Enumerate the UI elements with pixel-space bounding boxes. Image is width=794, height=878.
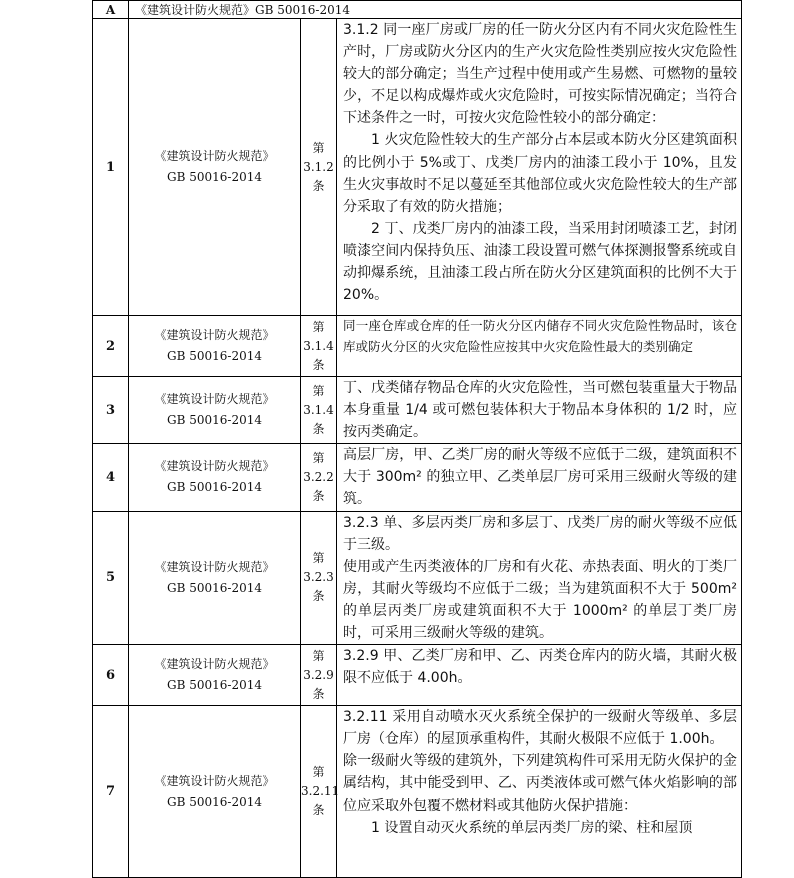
clause-paragraph: 3.2.11 采用自动喷水灭火系统全保护的一级耐火等级单、多层厂房（仓库）的屋顶承重构件，其耐火极限不应低于 1.00h。	[343, 709, 737, 748]
article-suffix: 条	[312, 686, 325, 701]
standard-cell	[129, 706, 301, 878]
table-row	[93, 377, 742, 444]
article-prefix: 第	[312, 450, 325, 465]
table-header-row	[93, 1, 742, 19]
row-index: 6	[93, 645, 129, 706]
article-cell	[301, 444, 337, 511]
clause-paragraph: 丁、戊类储存物品仓库的火灾危险性，当可燃包装重量大于物品本身重量 1/4 或可燃包装体积大于物品本身体积的 1/2 时，应按丙类确定。	[343, 380, 737, 441]
article-prefix: 第	[312, 765, 325, 780]
table-row	[93, 645, 742, 706]
article-number: 3.2.9	[303, 667, 334, 682]
article-suffix: 条	[312, 589, 325, 604]
article-cell	[301, 706, 340, 878]
article-number: 3.1.4	[303, 402, 334, 417]
standard-cell	[129, 645, 301, 706]
clause-text	[337, 645, 742, 706]
article-number: 3.1.4	[303, 338, 334, 353]
article-cell	[301, 511, 337, 645]
table-row	[93, 511, 742, 645]
standard-name: 《建筑设计防火规范》	[154, 559, 275, 574]
clause-text	[337, 377, 742, 444]
article-prefix: 第	[312, 648, 325, 663]
article-number: 3.1.2	[303, 159, 334, 174]
row-index: 2	[93, 316, 129, 377]
article-suffix: 条	[312, 488, 325, 503]
clause-paragraph: 1 设置自动灭火系统的单层丙类厂房的梁、柱和屋顶	[371, 819, 693, 836]
clause-paragraph: 3.2.9 甲、乙类厂房和甲、乙、丙类仓库内的防火墙，其耐火极限不应低于 4.00h。	[343, 648, 737, 687]
clause-paragraph: 2 丁、戊类厂房内的油漆工段，当采用封闭喷漆工艺，封闭喷漆空间内保持负压、油漆工段设置可燃气体探测报警系统或自动抑爆系统，且油漆工段占所在防火分区建筑面积的比例不大于 20%。	[343, 220, 737, 304]
row-index: 4	[93, 444, 129, 511]
standard-code: GB 50016-2014	[167, 580, 262, 595]
clause-text	[337, 511, 742, 645]
article-suffix: 条	[312, 421, 325, 436]
standard-name: 《建筑设计防火规范》	[154, 773, 275, 788]
clause-text	[337, 706, 742, 878]
article-suffix: 条	[312, 357, 325, 372]
clause-paragraph: 高层厂房，甲、乙类厂房的耐火等级不应低于二级，建筑面积不大于 300m² 的独立甲、乙类单层厂房可采用三级耐火等级的建筑。	[343, 447, 737, 508]
clause-paragraph: 3.2.3 单、多层丙类厂房和多层丁、戊类厂房的耐火等级不应低于三级。	[343, 514, 737, 553]
standard-code: GB 50016-2014	[167, 480, 262, 495]
article-number: 3.2.3	[303, 570, 334, 585]
row-index: 3	[93, 377, 129, 444]
standard-name: 《建筑设计防火规范》	[154, 459, 275, 474]
article-prefix: 第	[312, 319, 325, 334]
article-cell	[301, 645, 337, 706]
standard-cell	[129, 316, 301, 377]
article-number: 3.2.11	[301, 784, 340, 799]
standard-code: GB 50016-2014	[167, 349, 262, 363]
row-index: 5	[93, 511, 129, 645]
standard-name: 《建筑设计防火规范》	[154, 328, 275, 342]
regulation-table	[92, 0, 742, 878]
article-prefix: 第	[312, 140, 325, 155]
standard-cell	[129, 511, 301, 645]
clause-text	[337, 19, 742, 316]
row-index: 1	[93, 19, 129, 316]
clause-paragraph: 除一级耐火等级的建筑外，下列建筑构件可采用无防火保护的金属结构，其中能受到甲、乙、丙类液体或可燃气体火焰影响的部位应采取外包覆不燃材料或其他防火保护措施：	[343, 753, 737, 814]
table-row	[93, 444, 742, 511]
standard-cell	[129, 19, 301, 316]
standard-cell	[129, 444, 301, 511]
standard-code: GB 50016-2014	[167, 678, 262, 693]
table-row	[93, 706, 742, 878]
clause-paragraph: 使用或产生丙类液体的厂房和有火花、赤热表面、明火的丁类厂房，其耐火等级均不应低于二级；当为建筑面积不大于 500m² 的单层丙类厂房或建筑面积不大于 1000m² 的单层丁类厂房时，可采用三级耐火等级的建筑。	[343, 558, 737, 642]
standard-code: GB 50016-2014	[167, 413, 262, 428]
clause-paragraph: 同一座仓库或仓库的任一防火分区内储存不同火灾危险性物品时，该仓库或防火分区的火灾危险性应按其中火灾危险性最大的类别确定	[343, 318, 737, 354]
article-prefix: 第	[312, 551, 325, 566]
article-suffix: 条	[312, 178, 325, 193]
row-index: 7	[93, 706, 129, 878]
standard-code: GB 50016-2014	[167, 170, 262, 184]
article-prefix: 第	[312, 383, 325, 398]
article-number: 3.2.2	[303, 469, 334, 484]
clause-text	[337, 444, 742, 511]
article-cell	[301, 19, 337, 316]
article-cell	[301, 377, 337, 444]
standard-name: 《建筑设计防火规范》	[154, 392, 275, 407]
standard-code: GB 50016-2014	[167, 794, 262, 809]
clause-paragraph: 3.1.2 同一座厂房或厂房的任一防火分区内有不同火灾危险性生产时，厂房或防火分区内的生产火灾危险性类别应按火灾危险性较大的部分确定；当生产过程中使用或产生易燃、可燃物的量较少，不足以构成爆炸或火灾危险时，可按实际情况确定；当符合下述条件之一时，可按火灾危险性较小的部分确定：	[343, 22, 737, 127]
table-row	[93, 19, 742, 316]
header-col-a: A	[93, 1, 129, 19]
article-suffix: 条	[312, 803, 325, 818]
standard-name: 《建筑设计防火规范》	[154, 657, 275, 672]
clause-paragraph: 1 火灾危险性较大的生产部分占本层或本防火分区建筑面积的比例小于 5%或丁、戊类厂房内的油漆工段小于 10%，且发生火灾事故时不足以蔓延至其他部位或火灾危险性较大的生产部分采取了有效的防火措施；	[343, 132, 737, 215]
article-cell	[301, 316, 337, 377]
standard-name: 《建筑设计防火规范》	[154, 149, 275, 163]
standard-cell	[129, 377, 301, 444]
header-title: 《建筑设计防火规范》GB 50016-2014	[129, 1, 742, 19]
clause-text	[337, 316, 742, 377]
table-row	[93, 316, 742, 377]
